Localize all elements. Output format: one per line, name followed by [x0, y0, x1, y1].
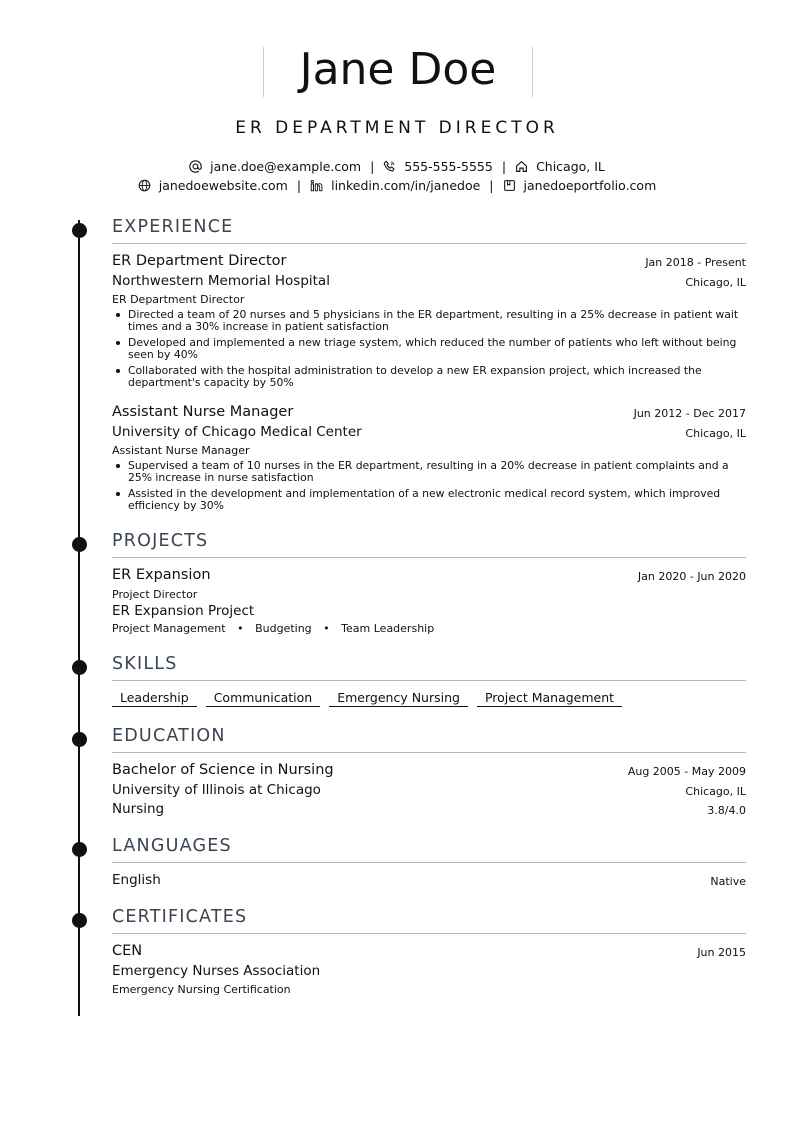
- section-title: EXPERIENCE: [112, 217, 234, 237]
- list-item: Assisted in the development and implementation of a new electronic medical record system, which improved efficiency by 30%: [112, 488, 746, 512]
- skill-tag: Leadership: [112, 690, 197, 707]
- contact-phone[interactable]: [383, 159, 493, 174]
- education-gpa: 3.8/4.0: [707, 804, 746, 817]
- timeline-dot: [72, 660, 87, 675]
- portfolio-icon: [503, 179, 516, 192]
- at-sign-icon: [189, 160, 202, 173]
- list-item: Developed and implemented a new triage system, which reduced the number of patients who left without being seen by 40%: [112, 337, 746, 361]
- section-education: [112, 726, 746, 753]
- keyword-separator: •: [237, 622, 244, 635]
- name-frame: [263, 44, 533, 97]
- job-location: Chicago, IL: [685, 427, 746, 440]
- education-school: University of Illinois at Chicago: [112, 782, 321, 798]
- certificate-issuer: Emergency Nurses Association: [112, 963, 321, 979]
- contact-row-1: [0, 159, 794, 174]
- job-location: Chicago, IL: [685, 276, 746, 289]
- education-location: Chicago, IL: [685, 785, 746, 798]
- keyword: Team Leadership: [341, 622, 435, 635]
- section-title: CERTIFICATES: [112, 907, 248, 927]
- project-keywords: [112, 622, 434, 635]
- job-dates: Jan 2018 - Present: [645, 256, 746, 269]
- section-title: LANGUAGES: [112, 836, 232, 856]
- keyword: Project Management: [112, 622, 226, 635]
- linkedin-icon: [310, 179, 323, 192]
- section-title: PROJECTS: [112, 531, 209, 551]
- list-item: Directed a team of 20 nurses and 5 physicians in the ER department, resulting in a 25% decrease in patient wait times and a 30% increase in patient satisfaction: [112, 309, 746, 333]
- candidate-title: ER DEPARTMENT DIRECTOR: [235, 118, 559, 138]
- job-role: ER Department Director: [112, 253, 287, 269]
- education-degree: Bachelor of Science in Nursing: [112, 762, 334, 778]
- section-title: EDUCATION: [112, 726, 226, 746]
- job-dates: Jun 2012 - Dec 2017: [633, 407, 746, 420]
- contact-linkedin[interactable]: [310, 178, 480, 193]
- section-title: SKILLS: [112, 654, 178, 674]
- skill-tag: Project Management: [477, 690, 622, 707]
- candidate-name: Jane Doe: [299, 44, 497, 95]
- skill-tag: Emergency Nursing: [329, 690, 468, 707]
- contact-website[interactable]: [138, 178, 288, 193]
- keyword: Budgeting: [255, 622, 312, 635]
- skill-tag: Communication: [206, 690, 321, 707]
- job-subtitle: ER Department Director: [112, 293, 245, 306]
- website-text: janedoewebsite.com: [158, 178, 288, 193]
- contact-row-2: [0, 178, 794, 193]
- job-bullets: [112, 460, 746, 516]
- job-company: University of Chicago Medical Center: [112, 424, 362, 440]
- project-role: Project Director: [112, 588, 198, 601]
- globe-icon: [138, 179, 151, 192]
- timeline-dot: [72, 842, 87, 857]
- location-text: Chicago, IL: [536, 159, 605, 174]
- keyword-separator: •: [323, 622, 330, 635]
- contact-location: [515, 159, 605, 174]
- timeline-line: [78, 220, 80, 1016]
- certificate-name: CEN: [112, 943, 143, 959]
- timeline-dot: [72, 913, 87, 928]
- list-item: Collaborated with the hospital administration to develop a new ER expansion project, which increased the department's capacity by 50%: [112, 365, 746, 389]
- certificate-date: Jun 2015: [697, 946, 746, 959]
- phone-text: 555-555-5555: [404, 159, 493, 174]
- project-name: ER Expansion: [112, 567, 211, 583]
- home-icon: [515, 160, 528, 173]
- language-level: Native: [710, 875, 746, 888]
- contact-email[interactable]: [189, 159, 361, 174]
- list-item: Supervised a team of 10 nurses in the ER department, resulting in a 20% decrease in patient complaints and a 25% increase in nurse satisfaction: [112, 460, 746, 484]
- education-dates: Aug 2005 - May 2009: [627, 765, 746, 778]
- phone-icon: [383, 160, 396, 173]
- contact-separator: |: [296, 178, 302, 193]
- section-projects: [112, 531, 746, 558]
- timeline-dot: [72, 732, 87, 747]
- certificate-description: Emergency Nursing Certification: [112, 983, 291, 996]
- project-dates: Jan 2020 - Jun 2020: [637, 570, 746, 583]
- section-certificates: [112, 907, 746, 934]
- job-role: Assistant Nurse Manager: [112, 404, 294, 420]
- contact-portfolio[interactable]: [503, 178, 657, 193]
- project-title: ER Expansion Project: [112, 603, 255, 619]
- timeline-dot: [72, 537, 87, 552]
- contact-separator: |: [489, 178, 494, 193]
- contact-separator: |: [370, 159, 375, 174]
- education-field: Nursing: [112, 801, 165, 817]
- contact-separator: |: [501, 159, 507, 174]
- job-company: Northwestern Memorial Hospital: [112, 273, 330, 289]
- job-bullets: [112, 309, 746, 393]
- section-languages: [112, 836, 746, 863]
- timeline-dot: [72, 223, 87, 238]
- section-skills: [112, 654, 746, 681]
- linkedin-text: linkedin.com/in/janedoe: [331, 178, 481, 193]
- skills-list: [112, 690, 631, 707]
- section-experience: [112, 217, 746, 244]
- portfolio-text: janedoeportfolio.com: [523, 178, 657, 193]
- job-subtitle: Assistant Nurse Manager: [112, 444, 250, 457]
- email-text: jane.doe@example.com: [210, 159, 362, 174]
- language-name: English: [112, 872, 161, 888]
